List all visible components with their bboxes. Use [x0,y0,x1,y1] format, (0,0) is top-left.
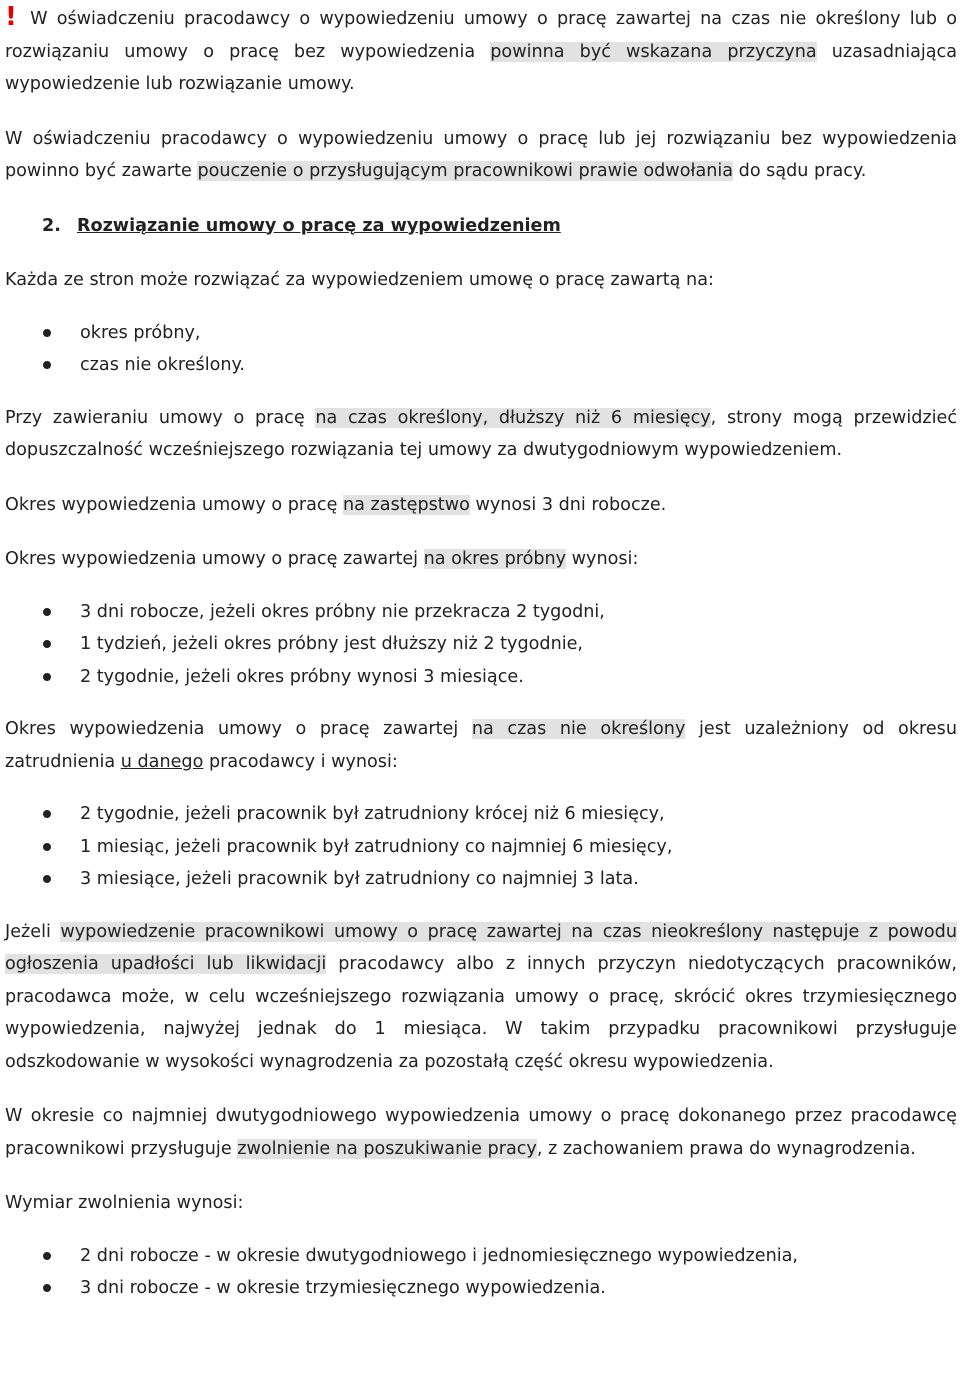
text-segment: Okres wypowiedzenia umowy o pracę zawartej [5,719,472,739]
text-segment: uzasadniająca wypowiedzenie lub rozwiązanie umowy. [5,41,958,94]
text-segment: , strony mogą przewidzieć dopuszczalność wcześniejszego rozwiązania tej umowy za dwutygodniowym wypowiedzeniem. [5,407,957,460]
text-segment: jest uzależniony od okresu zatrudnienia [5,719,957,772]
bullet-list-trial-periods [5,596,957,694]
exclamation-mark: ! [5,2,17,32]
text-segment: Okres wypowiedzenia umowy o pracę zawartej [5,549,424,569]
list-item: 2 tygodnie, jeżeli pracownik był zatrudniony krócej niż 6 miesięcy, [5,798,957,831]
highlighted-text: na okres próbny [423,549,567,569]
paragraph-job-search-leave [5,1100,957,1165]
list-item: 2 tygodnie, jeżeli okres próbny wynosi 3 miesiące. [5,661,957,694]
list-item: czas nie określony. [5,349,957,382]
paragraph-substitution [5,489,957,522]
highlighted-text: powinna być wskazana przyczyna [490,41,817,62]
text-segment: wynosi: [566,549,639,569]
bullet-list-leave-days [5,1240,957,1305]
paragraph-statement-reason [5,3,957,101]
section-title: Rozwiązanie umowy o pracę za wypowiedzeniem [76,215,561,236]
text-segment: Okres wypowiedzenia umowy o pracę [5,494,344,515]
text-segment: pracodawcy albo z innych przyczyn niedotyczących pracowników, pracodawca może, w celu wcześniejszego rozwiązania umowy o pracę, skrócić okres trzymiesięcznego wypowiedzenia, najwyżej jednak do 1 miesiąca. W takim przypadku pracownikowi przysługuje odszkodowanie w wysokości wynagrodzenia za pozostałą część okresu wypowiedzenia. [5,954,957,1072]
text-segment: W oświadczeniu pracodawcy o wypowiedzeniu umowy o pracę zawartej na czas nie określony lub o rozwiązaniu umowy o pracę bez wypowiedzenia [5,9,957,62]
paragraph-fixed-term [5,402,957,467]
paragraph-appeal-instruction [5,123,957,188]
highlighted-text: zwolnienie na poszukiwanie pracy [237,1138,537,1159]
paragraph-leave-amount: Wymiar zwolnienia wynosi: [5,1193,244,1213]
underlined-text: u danego [120,751,204,772]
bullet-list-notice-periods [5,798,957,896]
highlighted-text: na zastępstwo [343,494,470,515]
list-item: 3 miesiące, jeżeli pracownik był zatrudniony co najmniej 3 lata. [5,863,957,896]
list-item: 1 tydzień, jeżeli okres próbny jest dłuższy niż 2 tygodnie, [5,628,957,661]
text-segment: W oświadczeniu pracodawcy o wypowiedzeniu umowy o pracę lub jej rozwiązaniu bez wypowiedzenia powinno być zawarte [5,128,957,181]
list-item: 3 dni robocze, jeżeli okres próbny nie przekracza 2 tygodni, [5,596,957,629]
document-page [5,3,957,1305]
text-segment: do sądu pracy. [733,161,867,181]
text-segment: Jeżeli [5,921,61,942]
list-item: okres próbny, [5,317,957,350]
text-segment: Przy zawieraniu umowy o pracę [5,407,316,428]
paragraph-termination-parties: Każda ze stron może rozwiązać za wypowiedzeniem umowę o pracę zawartą na: [5,270,714,290]
highlighted-text: na czas określony, dłuższy niż 6 miesięcy [315,407,711,428]
paragraph-trial-period [5,543,957,576]
text-segment: W okresie co najmniej dwutygodniowego wypowiedzenia umowy o pracę dokonanego przez pracodawcę pracownikowi przysługuje [5,1106,957,1159]
section-heading [42,210,957,243]
paragraph-bankruptcy [5,916,957,1079]
list-item: 3 dni robocze - w okresie trzymiesięcznego wypowiedzenia. [5,1272,957,1305]
highlighted-text: na czas nie określony [471,719,686,739]
paragraph-indefinite-term [5,713,957,778]
section-number: 2. [42,215,61,236]
list-item: 1 miesiąc, jeżeli pracownik był zatrudniony co najmniej 6 miesięcy, [5,831,957,864]
text-segment: wynosi 3 dni robocze. [469,494,667,515]
list-item: 2 dni robocze - w okresie dwutygodniowego i jednomiesięcznego wypowiedzenia, [5,1240,957,1273]
highlighted-text: wypowiedzenie pracownikowi umowy o pracę zawartej na czas nieokreślony następuje z powodu ogłoszenia upadłości lub likwidacji [5,921,957,974]
highlighted-text: pouczenie o przysługującym pracownikowi prawie odwołania [197,161,734,181]
text-segment: , z zachowaniem prawa do wynagrodzenia. [536,1138,916,1159]
text-segment: pracodawcy i wynosi: [203,751,398,772]
bullet-list-contract-types [5,317,957,382]
